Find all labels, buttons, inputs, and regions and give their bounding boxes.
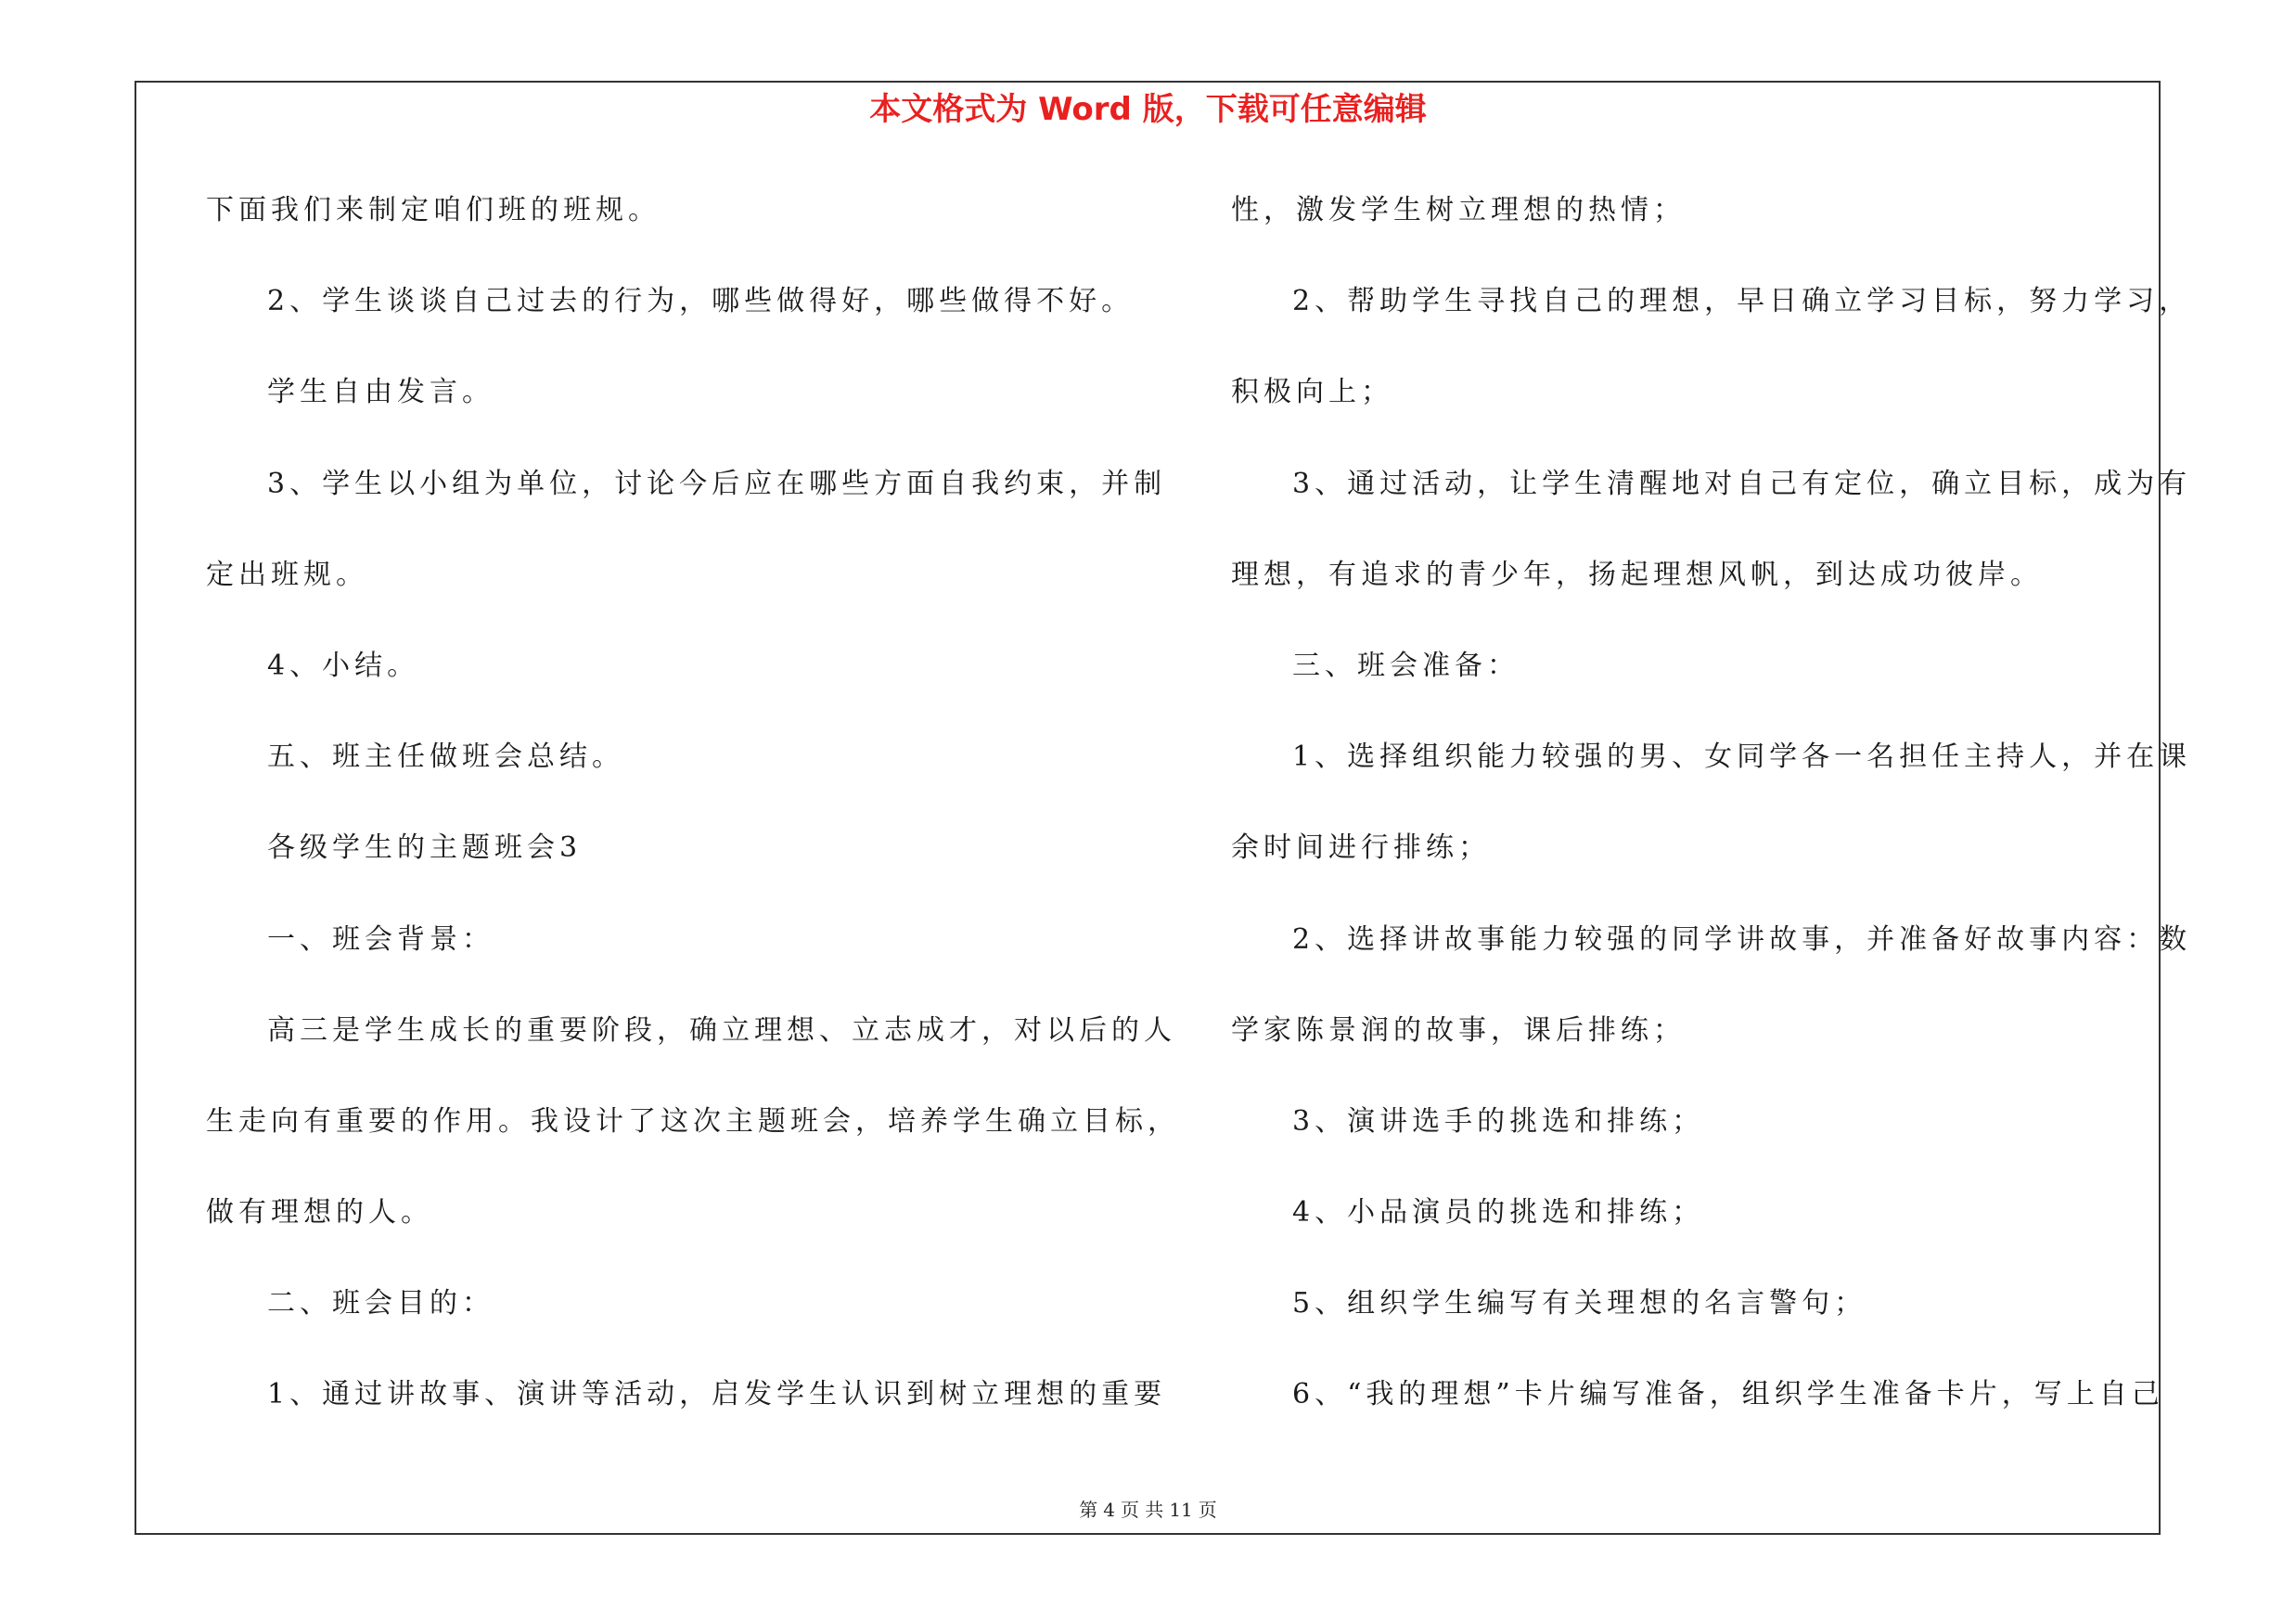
paragraph-line: 1、选择组织能力较强的男、女同学各一名担任主持人，并在课: [1292, 741, 2192, 774]
left-column: [206, 183, 1180, 1459]
footer-middle: 页 共: [1120, 1499, 1164, 1521]
paragraph-line: 生走向有重要的作用。我设计了这次主题班会，培养学生确立目标，: [206, 1104, 1180, 1138]
paragraph-line: 高三是学生成长的重要阶段，确立理想、立志成才，对以后的人: [267, 1013, 1176, 1047]
paragraph-line: 4、小结。: [267, 649, 420, 682]
paragraph-line: 性，激发学生树立理想的热情；: [1231, 194, 1686, 226]
paragraph-line: 积极向上；: [1231, 376, 1393, 409]
paragraph-line: 2、帮助学生寻找自己的理想，早日确立学习目标，努力学习，: [1292, 285, 2192, 318]
footer-suffix: 页: [1198, 1499, 1217, 1521]
paragraph-line: 1、通过讲故事、演讲等活动，启发学生认识到树立理想的重要: [267, 1378, 1167, 1411]
paragraph-line: 3、通过活动，让学生清醒地对自己有定位，确立目标，成为有: [1292, 467, 2192, 500]
paragraph-line: 各级学生的主题班会3: [267, 831, 583, 865]
footer-current-page: 4: [1103, 1499, 1115, 1521]
footer-total-pages: 11: [1169, 1499, 1193, 1521]
paragraph-line: 余时间进行排练；: [1231, 831, 1491, 865]
paragraph-line: 学生自由发言。: [267, 376, 494, 409]
paragraph-line: 2、学生谈谈自己过去的行为，哪些做得好，哪些做得不好。: [267, 285, 1135, 318]
paragraph-line: 6、“我的理想”卡片编写准备，组织学生准备卡片，写上自己: [1292, 1378, 2164, 1411]
paragraph-line: 定出班规。: [206, 558, 368, 591]
right-column: [1231, 183, 2192, 1459]
header-banner: 本文格式为 Word 版，下载可任意编辑: [869, 91, 1427, 128]
paragraph-line: 二、班会目的：: [267, 1287, 494, 1320]
paragraph-line: 三、班会准备：: [1292, 649, 1520, 682]
paragraph-line: 5、组织学生编写有关理想的名言警句；: [1292, 1287, 1867, 1320]
paragraph-line: 学家陈景润的故事，课后排练；: [1231, 1013, 1686, 1047]
paragraph-line: 3、演讲选手的挑选和排练；: [1292, 1104, 1705, 1138]
paragraph-line: 2、选择讲故事能力较强的同学讲故事，并准备好故事内容：数: [1292, 922, 2192, 956]
paragraph-line: 4、小品演员的挑选和排练；: [1292, 1196, 1705, 1230]
page-footer: [0, 1496, 2296, 1524]
paragraph-line: 理想，有追求的青少年，扬起理想风帆，到达成功彼岸。: [1231, 558, 2043, 591]
paragraph-line: 下面我们来制定咱们班的班规。: [206, 194, 661, 226]
footer-prefix: 第: [1079, 1499, 1098, 1521]
paragraph-line: 做有理想的人。: [206, 1196, 433, 1230]
paragraph-line: 五、班主任做班会总结。: [267, 741, 624, 774]
paragraph-line: 3、学生以小组为单位，讨论今后应在哪些方面自我约束，并制: [267, 467, 1167, 500]
paragraph-line: 一、班会背景：: [267, 922, 494, 956]
